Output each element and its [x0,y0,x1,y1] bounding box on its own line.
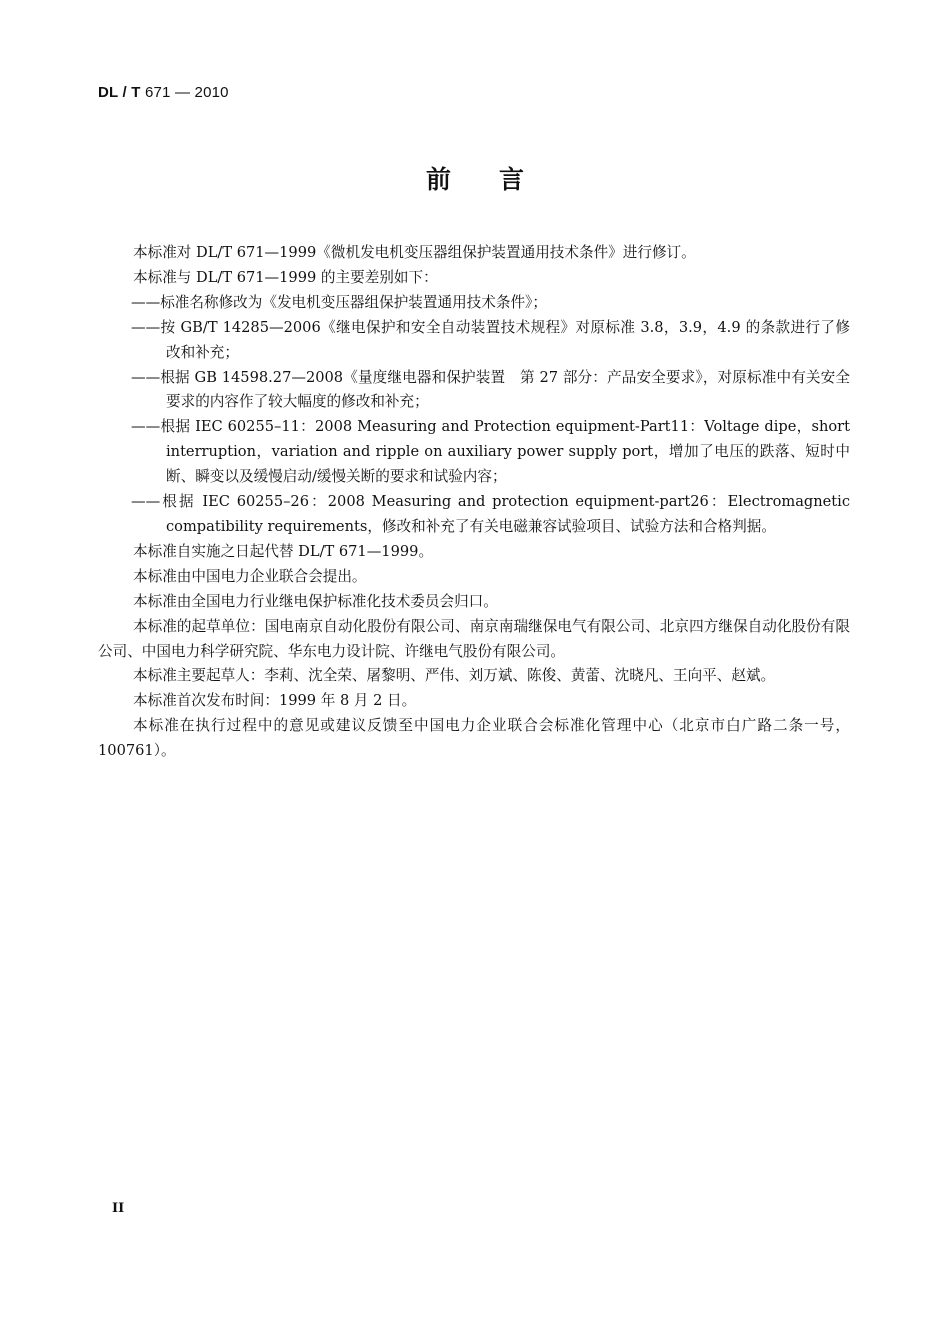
list-item-iec60255-26: ——根据 IEC 60255–26：2008 Measuring and protection equipment-part26：Electromagnetic compatibility requirements，修改和补充了有关电磁兼容试验项目、试验方法和合格判据。 [131,493,850,535]
foreword-body [98,241,850,764]
paragraph-revision: 本标准对 DL/T 671—1999《微机发电机变压器组保护装置通用技术条件》进行修订。 [133,244,696,261]
paragraph-first-release: 本标准首次发布时间：1999 年 8 月 2 日。 [133,692,417,710]
paragraph-differences-intro: 本标准与 DL/T 671—1999 的主要差别如下： [133,268,438,286]
page-title: 前言 [425,165,572,194]
paragraph-drafting-units: 本标准的起草单位：国电南京自动化股份有限公司、南京南瑞继保电气有限公司、北京四方继保自动化股份有限公司、中国电力科学研究院、华东电力设计院、许继电气股份有限公司。 [98,617,850,660]
paragraph-proposed-by: 本标准由中国电力企业联合会提出。 [133,567,367,585]
paragraph-drafters: 本标准主要起草人：李莉、沈全荣、屠黎明、严伟、刘万斌、陈俊、黄蕾、沈晓凡、王向平、赵斌。 [133,667,776,685]
list-item-gbt14285: ——按 GB/T 14285—2006《继电保护和安全自动装置技术规程》对原标准 3.8，3.9，4.9 的条款进行了修改和补充； [131,318,850,361]
paragraph-feedback: 本标准在执行过程中的意见或建议反馈至中国电力企业联合会标准化管理中心（北京市白广路二条一号，100761）。 [98,717,850,760]
page-number: II [112,1201,125,1216]
list-item-gb14598: ——根据 GB 14598.27—2008《量度继电器和保护装置 第 27 部分：产品安全要求》，对原标准中有关安全要求的内容作了较大幅度的修改和补充； [131,368,850,411]
document-code-number: 671 — 2010 [140,84,229,101]
document-code-prefix: DL / T [98,84,141,101]
paragraph-managed-by: 本标准由全国电力行业继电保护标准化技术委员会归口。 [133,592,498,610]
paragraph-replaces: 本标准自实施之日起代替 DL/T 671—1999。 [133,542,434,560]
document-code [98,84,229,101]
list-item-title-change: ——标准名称修改为《发电机变压器组保护装置通用技术条件》； [131,293,547,311]
list-item-iec60255-11: ——根据 IEC 60255–11：2008 Measuring and Protection equipment-Part11：Voltage dipe，short interruption，variation and ripple on auxiliary power supply port，增加了电压的跌落、短时中断、瞬变以及缓慢启动/缓慢关断的要求和试验内容； [131,418,850,486]
